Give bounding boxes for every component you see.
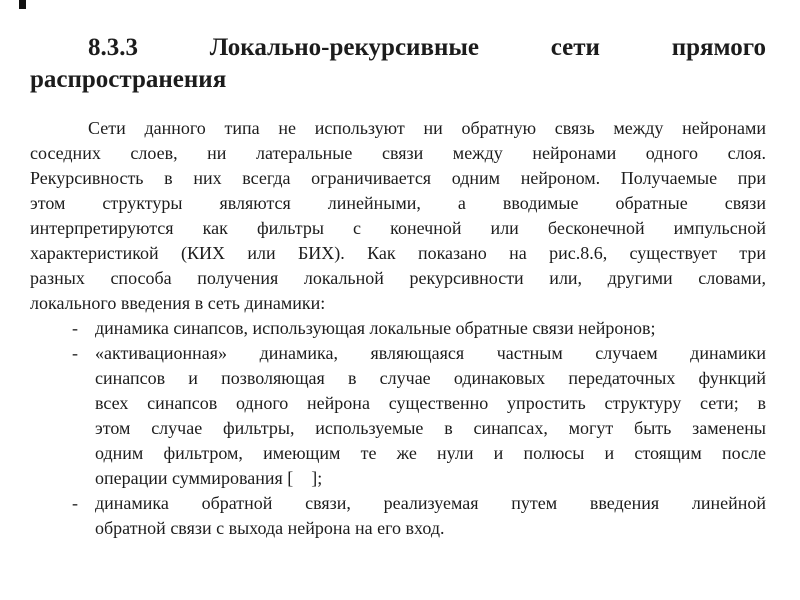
body-text	[30, 116, 766, 541]
list-item-line: «активационная» динамика, являющаяся частным случаем динамики	[95, 343, 766, 363]
list-item-line: обратной связи с выхода нейрона на его вход.	[95, 518, 445, 538]
list-item-line: синапсов и позволяющая в случае одинаковых передаточных функций	[95, 368, 766, 388]
paragraph-line: Сети данного типа не используют ни обратную связь между нейронами	[88, 118, 766, 138]
bullet-marker: -	[72, 343, 78, 363]
list-item-line: динамика синапсов, использующая локальные обратные связи нейронов;	[95, 318, 656, 338]
paragraph-line: характеристикой (КИХ или БИХ). Как показано на рис.8.6, существует три	[30, 243, 766, 263]
paragraph-line: разных способа получения локальной рекурсивности или, другими словами,	[30, 268, 766, 288]
paragraph-line: Рекурсивность в них всегда ограничивается одним нейроном. Получаемые при	[30, 168, 766, 188]
list-item-text	[95, 491, 766, 541]
list-item-text	[95, 341, 766, 491]
list-item-line: динамика обратной связи, реализуемая путем введения линейной	[95, 493, 766, 513]
section-heading	[30, 32, 766, 96]
bullet-marker: -	[72, 318, 78, 338]
paragraph-line: этом структуры являются линейными, а вводимые обратные связи	[30, 193, 766, 213]
list-item	[30, 341, 766, 491]
list-item-line: всех синапсов одного нейрона существенно упростить структуру сети; в	[95, 393, 766, 413]
document-page	[30, 32, 766, 541]
paragraph-line: интерпретируются как фильтры с конечной или бесконечной импульсной	[30, 218, 766, 238]
corner-artifact-mark	[19, 0, 26, 9]
paragraph-line: локального введения в сеть динамики:	[30, 293, 326, 313]
section-heading-line: 8.3.3 Локально-рекурсивные сети прямого	[88, 34, 766, 61]
list-item-line: этом случае фильтры, используемые в синапсах, могут быть заменены	[95, 418, 766, 438]
list-item-line: операции суммирования [ ];	[95, 468, 323, 488]
list-item	[30, 316, 766, 341]
list-item-line: одним фильтром, имеющим те же нули и полюсы и стоящим после	[95, 443, 766, 463]
bullet-marker: -	[72, 493, 78, 513]
paragraph-line: соседних слоев, ни латеральные связи между нейронами одного слоя.	[30, 143, 766, 163]
list-item	[30, 491, 766, 541]
section-heading-line: распространения	[30, 66, 227, 93]
list-item-text	[95, 316, 766, 341]
intro-paragraph	[30, 116, 766, 316]
